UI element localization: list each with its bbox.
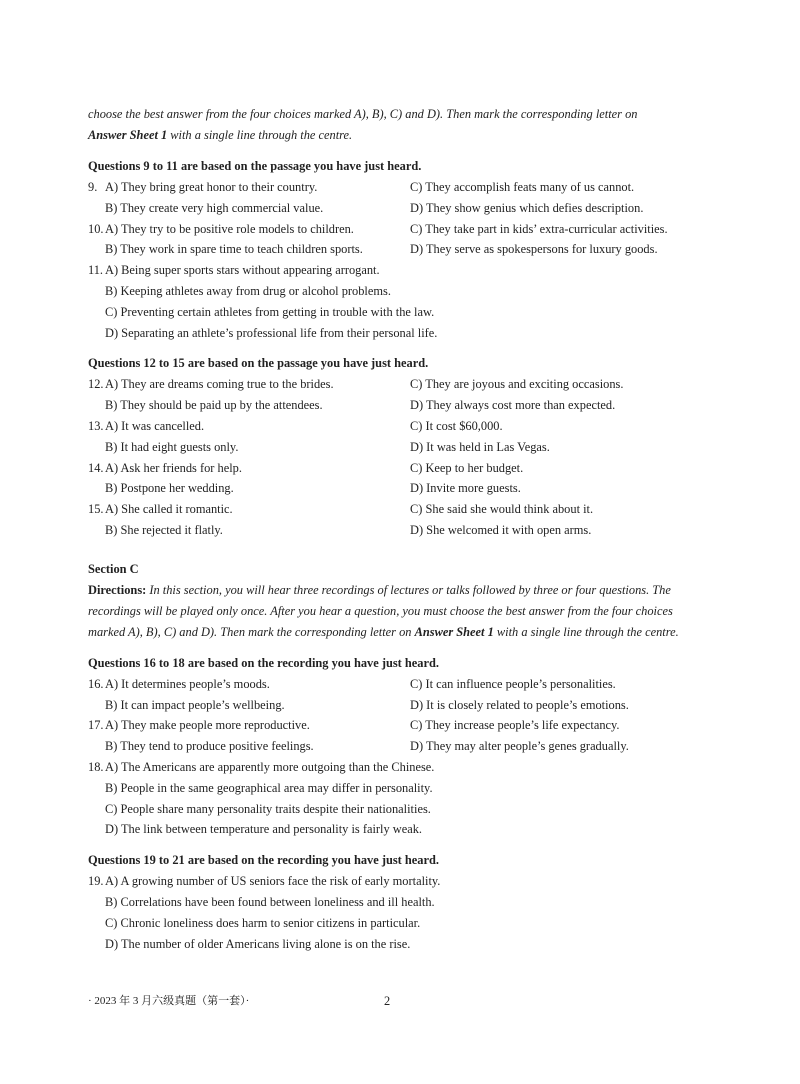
question-9-row-1	[88, 177, 708, 198]
option-b: B) Postpone her wedding.	[105, 481, 234, 496]
question-11-option-d	[88, 323, 708, 344]
option-b: B) It had eight guests only.	[105, 439, 239, 454]
option-a: A) It was cancelled.	[105, 418, 205, 433]
option-d: D) The link between temperature and personality is fairly weak.	[105, 822, 422, 837]
option-d: D) They may alter people’s genes gradually.	[410, 739, 629, 754]
question-number: 19.	[88, 874, 104, 889]
question-19-option-d	[88, 934, 708, 955]
option-d: D) Invite more guests.	[410, 481, 521, 496]
question-number: 12.	[88, 377, 104, 392]
option-c: C) They accomplish feats many of us cannot.	[410, 180, 635, 194]
question-13-row-1	[88, 416, 708, 437]
group-header-9-11: Questions 9 to 11 are based on the passage you have just heard.	[88, 159, 422, 173]
question-number: 15.	[88, 502, 104, 517]
option-a: A) They make people more reproductive.	[105, 718, 310, 733]
footer-exam-title: · 2023 年 3 月六级真题（第一套）·	[88, 995, 250, 1007]
question-18-option-c	[88, 799, 708, 820]
question-12-row-2	[88, 395, 708, 416]
question-19-option-b	[88, 892, 708, 913]
question-11-option-c	[88, 302, 708, 323]
directions-text-2: with a single line through the centre.	[493, 624, 679, 639]
option-b: B) People in the same geographical area may differ in personality.	[105, 780, 433, 795]
question-18-option-d	[88, 819, 708, 840]
question-11-option-a	[88, 260, 708, 281]
section-c-title: Section C	[88, 561, 139, 576]
option-c: C) She said she would think about it.	[410, 502, 594, 517]
section-c-directions	[88, 580, 708, 643]
group-header-12-15: Questions 12 to 15 are based on the passage you have just heard.	[88, 356, 429, 371]
option-d: D) It was held in Las Vegas.	[410, 439, 550, 454]
option-a: A) They bring great honor to their country.	[105, 180, 318, 194]
question-16-row-2	[88, 695, 708, 716]
question-number: 11.	[88, 263, 104, 278]
page-footer	[88, 991, 708, 1011]
question-number: 13.	[88, 418, 104, 433]
option-d: D) They show genius which defies description.	[410, 200, 644, 215]
option-b: B) They create very high commercial value.	[105, 200, 324, 215]
question-number: 17.	[88, 718, 104, 733]
option-b: B) They tend to produce positive feelings.	[105, 739, 314, 754]
option-b: B) They work in spare time to teach children sports.	[105, 242, 363, 257]
exam-page	[88, 104, 708, 954]
option-c: C) People share many personality traits despite their nationalities.	[105, 801, 431, 816]
option-d: D) They always cost more than expected.	[410, 398, 616, 413]
question-14-row-1	[88, 458, 708, 479]
option-c: C) Preventing certain athletes from getting in trouble with the law.	[105, 304, 435, 319]
option-b: B) She rejected it flatly.	[105, 522, 223, 537]
question-13-row-2	[88, 437, 708, 458]
question-19-option-c	[88, 913, 708, 934]
question-17-row-1	[88, 715, 708, 736]
question-number: 10.	[88, 221, 104, 236]
intro-instructions	[88, 104, 708, 146]
question-14-row-2	[88, 478, 708, 499]
question-number: 16.	[88, 676, 104, 691]
question-16-row-1	[88, 674, 708, 695]
intro-line-2: with a single line through the centre.	[167, 128, 353, 142]
question-10-row-1	[88, 219, 708, 240]
option-a: A) They try to be positive role models to children.	[105, 221, 354, 236]
question-number: 14.	[88, 460, 104, 475]
option-a: A) It determines people’s moods.	[105, 676, 270, 691]
option-a: A) Ask her friends for help.	[105, 460, 242, 475]
question-19-option-a	[88, 871, 708, 892]
option-a: A) She called it romantic.	[105, 502, 233, 517]
page-number: 2	[384, 994, 391, 1008]
group-header-19-21: Questions 19 to 21 are based on the recording you have just heard.	[88, 853, 439, 868]
answer-sheet-label: Answer Sheet 1	[414, 624, 494, 639]
option-d: D) Separating an athlete’s professional life from their personal life.	[105, 325, 438, 340]
question-number: 9.	[88, 180, 98, 194]
option-c: C) They increase people’s life expectancy.	[410, 718, 620, 733]
option-a: A) Being super sports stars without appearing arrogant.	[105, 263, 380, 278]
option-a: A) They are dreams coming true to the brides.	[105, 377, 334, 392]
question-12-row-1	[88, 374, 708, 395]
question-17-row-2	[88, 736, 708, 757]
group-header-16-18: Questions 16 to 18 are based on the recording you have just heard.	[88, 655, 439, 670]
answer-sheet-label: Answer Sheet 1	[88, 128, 168, 142]
directions-label: Directions:	[88, 582, 147, 597]
option-c: C) They are joyous and exciting occasions.	[410, 377, 624, 392]
option-c: C) They take part in kids’ extra-curricular activities.	[410, 221, 668, 236]
option-c: C) It cost $60,000.	[410, 418, 503, 433]
question-18-option-a	[88, 757, 708, 778]
question-11-option-b	[88, 281, 708, 302]
intro-line-1: choose the best answer from the four choices marked A), B), C) and D). Then mark the corresponding letter on	[88, 107, 638, 121]
question-9-row-2	[88, 198, 708, 219]
question-15-row-2	[88, 520, 708, 541]
option-d: D) The number of older Americans living alone is on the rise.	[105, 936, 411, 951]
directions-text-1: In this section, you will hear three recordings of lectures or talks followed by three or four questions. The recordings will be played only once. After you hear a question, you must choose the best answer from the four choices marked A), B), C) and D). Then mark the corresponding letter on	[88, 582, 673, 639]
question-15-row-1	[88, 499, 708, 520]
question-10-row-2	[88, 239, 708, 260]
option-b: B) They should be paid up by the attendees.	[105, 398, 323, 413]
option-d: D) It is closely related to people’s emotions.	[410, 697, 629, 712]
question-18-option-b	[88, 778, 708, 799]
option-a: A) The Americans are apparently more outgoing than the Chinese.	[105, 759, 435, 774]
option-c: C) It can influence people’s personalities.	[410, 676, 616, 691]
option-d: D) They serve as spokespersons for luxury goods.	[410, 242, 658, 257]
option-d: D) She welcomed it with open arms.	[410, 522, 592, 537]
option-c: C) Keep to her budget.	[410, 460, 524, 475]
option-c: C) Chronic loneliness does harm to senior citizens in particular.	[105, 915, 421, 930]
option-a: A) A growing number of US seniors face the risk of early mortality.	[105, 874, 441, 889]
option-b: B) Keeping athletes away from drug or alcohol problems.	[105, 283, 391, 298]
option-b: B) Correlations have been found between loneliness and ill health.	[105, 894, 435, 909]
option-b: B) It can impact people’s wellbeing.	[105, 697, 285, 712]
question-number: 18.	[88, 759, 104, 774]
